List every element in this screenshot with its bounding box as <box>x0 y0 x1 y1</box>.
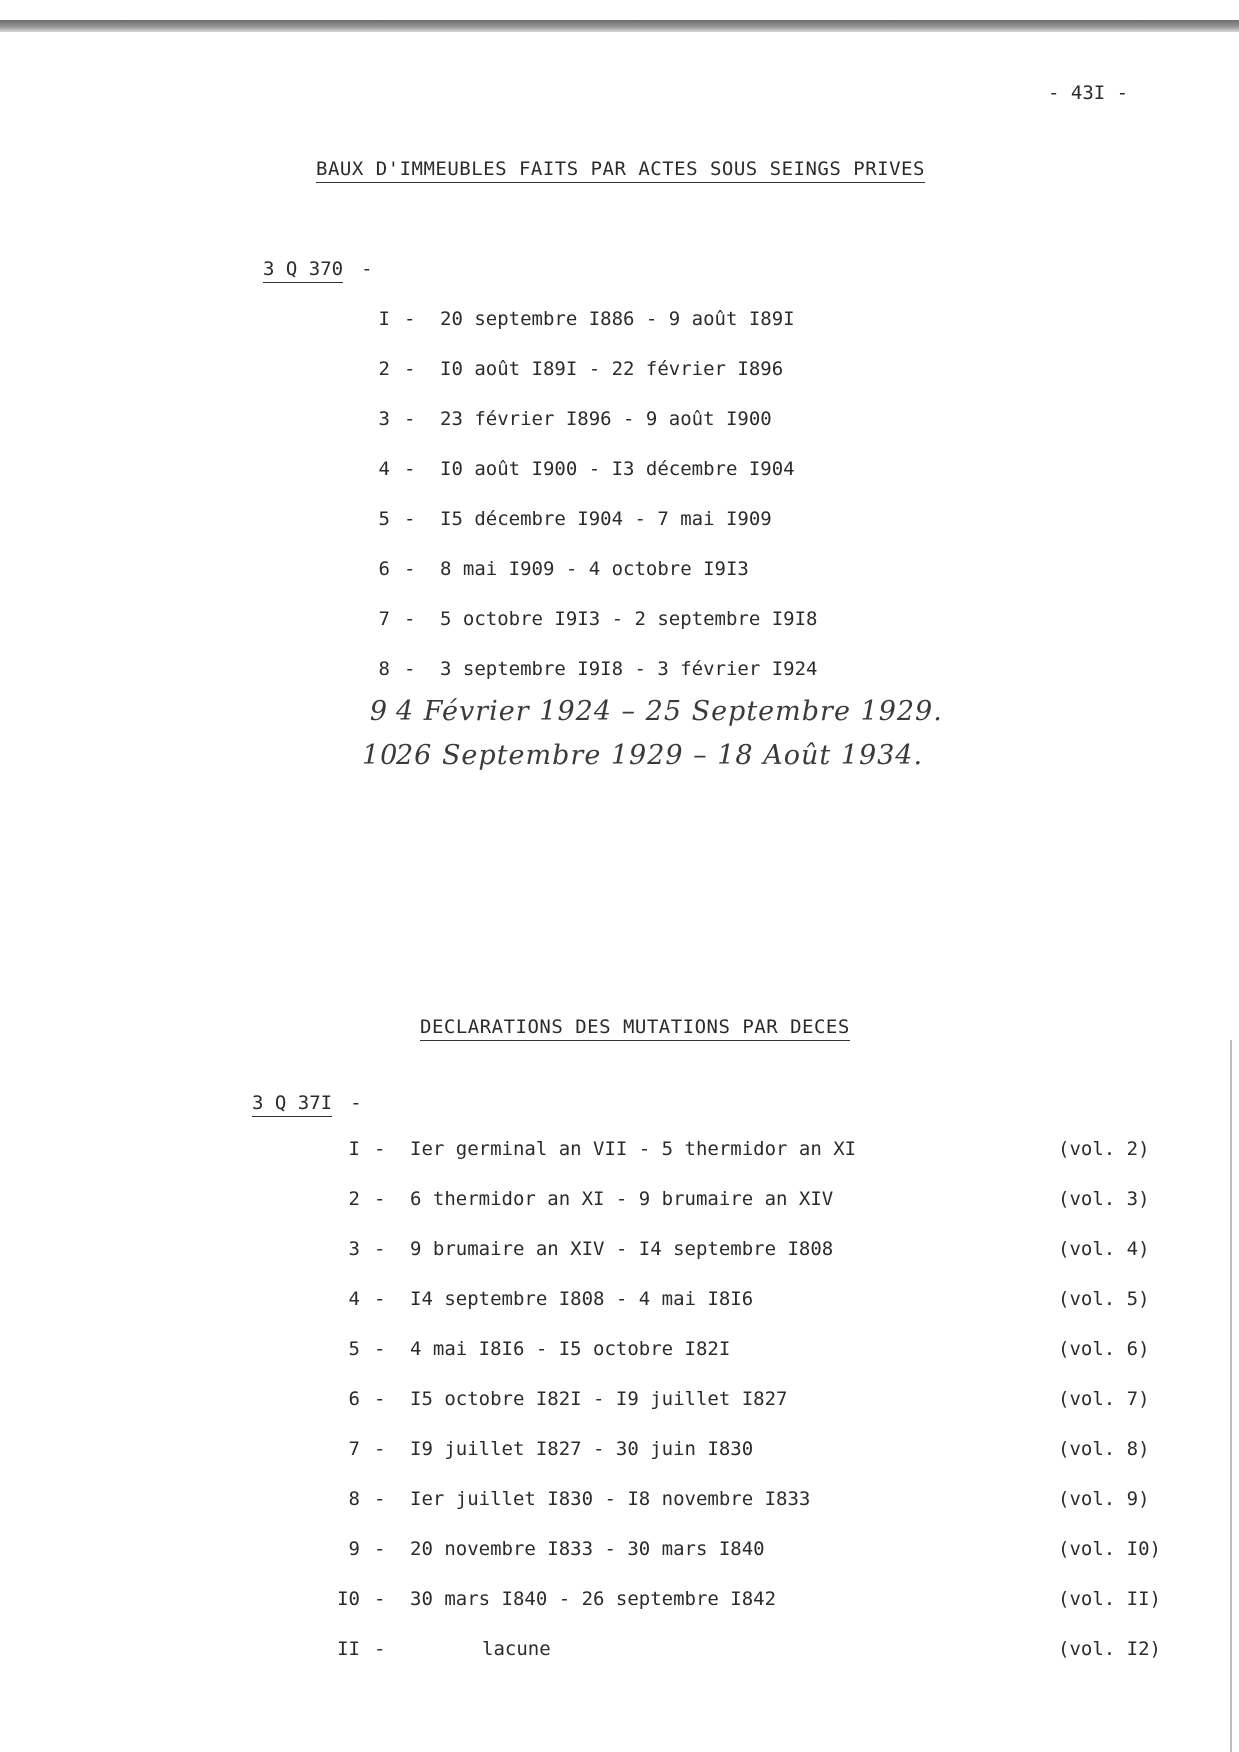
entry-dash: - <box>374 1488 386 1510</box>
entry-volume: (vol. 9) <box>1058 1488 1150 1510</box>
entry-volume: (vol. II) <box>1058 1588 1161 1610</box>
entry-volume: (vol. 5) <box>1058 1288 1150 1310</box>
entry-dates: 30 mars I840 - 26 septembre I842 <box>410 1588 777 1610</box>
entry-dates: 23 février I896 - 9 août I900 <box>440 408 772 430</box>
entry-dash: - <box>404 658 416 680</box>
entry-dash: - <box>374 1238 386 1260</box>
entry-dash: - <box>404 358 416 380</box>
entry-dash: - <box>404 458 416 480</box>
entry-number: 2 <box>348 1188 360 1210</box>
entry-dash: - <box>404 608 416 630</box>
entry-number: 3 <box>348 1238 360 1260</box>
section2-title: DECLARATIONS DES MUTATIONS PAR DECES <box>420 1016 850 1041</box>
entry-dash: - <box>374 1588 386 1610</box>
entry-dates: 5 octobre I9I3 - 2 septembre I9I8 <box>440 608 818 630</box>
handwritten-number: 9 <box>369 696 389 727</box>
section1-cote <box>263 258 373 280</box>
entry-dates: 9 brumaire an XIV - I4 septembre I808 <box>410 1238 834 1260</box>
entry-dates: I4 septembre I808 - 4 mai I8I6 <box>410 1288 754 1310</box>
entry-dash: - <box>374 1638 386 1660</box>
entry-number: 8 <box>378 658 390 680</box>
entry-dash: - <box>404 308 416 330</box>
entry-number: 5 <box>348 1338 360 1360</box>
handwritten-dates: 4 Février 1924 – 25 Septembre 1929. <box>396 696 943 727</box>
entry-dash: - <box>404 558 416 580</box>
section2-cote-code: 3 Q 37I <box>252 1092 332 1117</box>
entry-dates: I5 octobre I82I - I9 juillet I827 <box>410 1388 788 1410</box>
entry-number: 6 <box>348 1388 360 1410</box>
scan-right-edge <box>1230 1040 1232 1752</box>
entry-dates: 6 thermidor an XI - 9 brumaire an XIV <box>410 1188 834 1210</box>
entry-dates: I0 août I900 - I3 décembre I904 <box>440 458 795 480</box>
section1-cote-code: 3 Q 370 <box>263 258 343 283</box>
entry-number: I <box>348 1138 360 1160</box>
entry-dash: - <box>374 1288 386 1310</box>
page-number: - 43I - <box>1048 82 1129 104</box>
entry-dash: - <box>374 1438 386 1460</box>
entry-volume: (vol. 2) <box>1058 1138 1150 1160</box>
entry-dash: - <box>374 1138 386 1160</box>
entry-volume: (vol. I0) <box>1058 1538 1161 1560</box>
entry-number: I <box>378 308 390 330</box>
entry-number: 4 <box>378 458 390 480</box>
entry-dates: Ier germinal an VII - 5 thermidor an XI <box>410 1138 857 1160</box>
entry-volume: (vol. 6) <box>1058 1338 1150 1360</box>
section2-cote <box>252 1092 362 1114</box>
handwritten-number: 10 <box>362 740 399 771</box>
entry-number: 2 <box>378 358 390 380</box>
entry-volume: (vol. 4) <box>1058 1238 1150 1260</box>
section2-cote-dash: - <box>350 1092 362 1114</box>
entry-number: 6 <box>378 558 390 580</box>
entry-number: II <box>337 1638 360 1660</box>
entry-number: 7 <box>378 608 390 630</box>
handwritten-entry <box>362 740 923 771</box>
entry-dates: 4 mai I8I6 - I5 octobre I82I <box>410 1338 731 1360</box>
entry-number: 9 <box>348 1538 360 1560</box>
entry-dash: - <box>404 408 416 430</box>
entry-number: 7 <box>348 1438 360 1460</box>
entry-dates: 20 novembre I833 - 30 mars I840 <box>410 1538 765 1560</box>
entry-dash: - <box>374 1388 386 1410</box>
entry-number: 8 <box>348 1488 360 1510</box>
entry-volume: (vol. 8) <box>1058 1438 1150 1460</box>
entry-number: 4 <box>348 1288 360 1310</box>
section1-title: BAUX D'IMMEUBLES FAITS PAR ACTES SOUS SEINGS PRIVES <box>316 158 925 183</box>
entry-dash: - <box>374 1538 386 1560</box>
entry-volume: (vol. 3) <box>1058 1188 1150 1210</box>
entry-dates: Ier juillet I830 - I8 novembre I833 <box>410 1488 811 1510</box>
entry-volume: (vol. I2) <box>1058 1638 1161 1660</box>
entry-dash: - <box>374 1338 386 1360</box>
entry-dates: I0 août I89I - 22 février I896 <box>440 358 784 380</box>
entry-dates: 8 mai I909 - 4 octobre I9I3 <box>440 558 749 580</box>
entry-dates: lacune <box>482 1638 551 1660</box>
handwritten-dates: 26 Septembre 1929 – 18 Août 1934. <box>396 740 924 771</box>
scan-top-edge <box>0 20 1239 32</box>
entry-number: 5 <box>378 508 390 530</box>
section1-cote-dash: - <box>361 258 373 280</box>
entry-number: I0 <box>337 1588 360 1610</box>
entry-number: 3 <box>378 408 390 430</box>
entry-volume: (vol. 7) <box>1058 1388 1150 1410</box>
entry-dash: - <box>404 508 416 530</box>
handwritten-entry <box>362 696 943 727</box>
entry-dates: I5 décembre I904 - 7 mai I909 <box>440 508 772 530</box>
entry-dates: I9 juillet I827 - 30 juin I830 <box>410 1438 754 1460</box>
entry-dash: - <box>374 1188 386 1210</box>
entry-dates: 20 septembre I886 - 9 août I89I <box>440 308 795 330</box>
entry-dates: 3 septembre I9I8 - 3 février I924 <box>440 658 818 680</box>
